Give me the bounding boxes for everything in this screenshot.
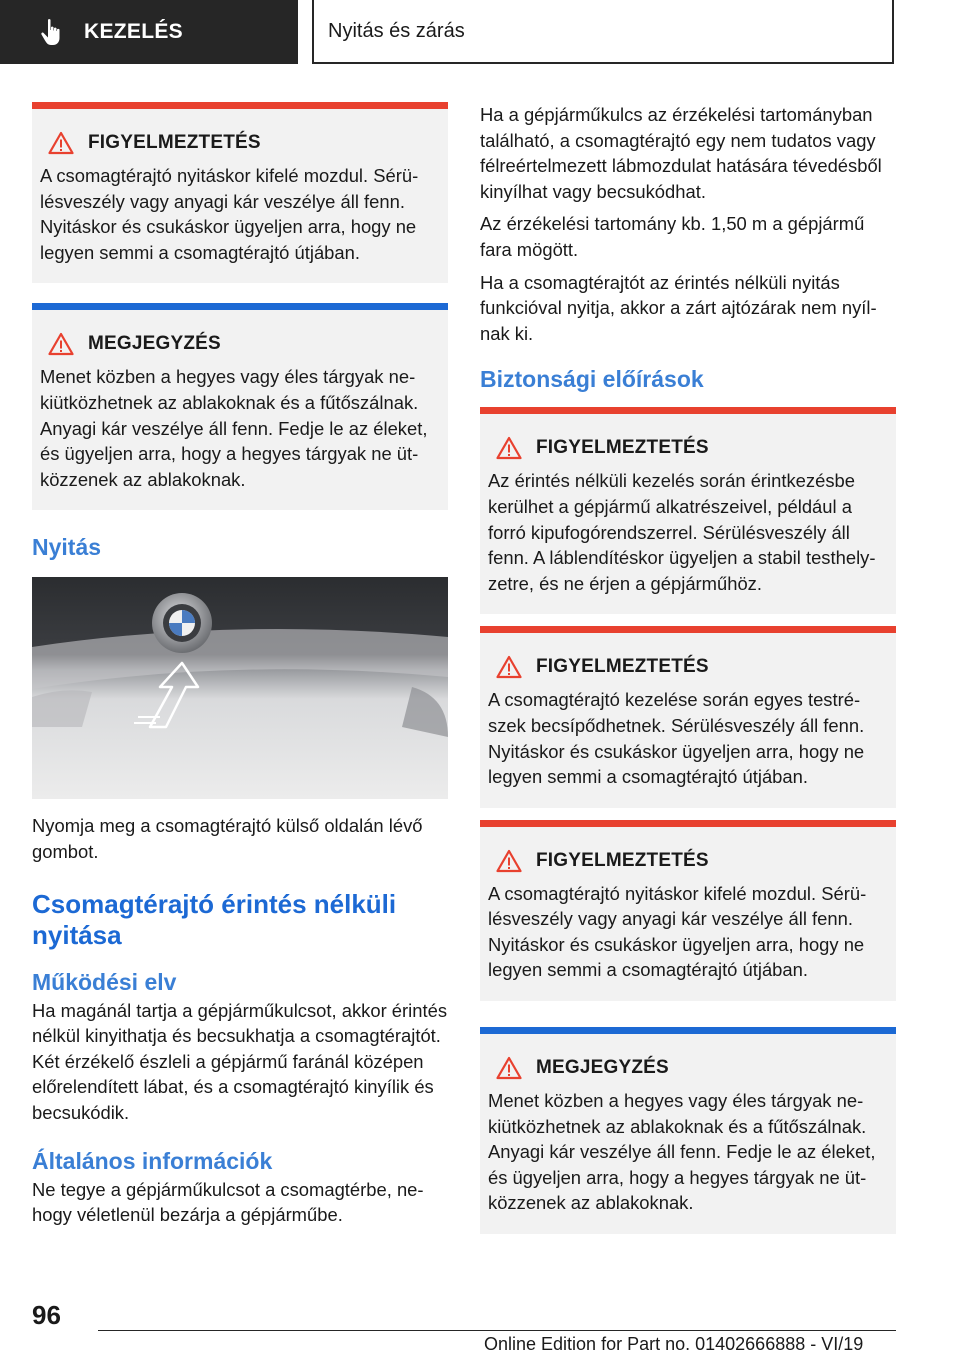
note-text: Menet közben a hegyes vagy éles tárgyak nekiütközhetnek az ablakoknak és a fűtőszálnak. Anyagi kár veszélye áll fenn. Fedje le az éleket, és ügyeljen arra, hogy a hegyes tárgyak ne ütközzenek az ablakoknak. xyxy=(488,1090,876,1214)
paragraph: Az érzékelési tartomány kb. 1,50 m a gépjármű fara mögött. xyxy=(480,213,865,260)
warning-text: Az érintés nélküli kezelés során érintkezésbe kerülhet a gépjármű alkatrészeivel, például a forró kipufogórendszerrel. Sérülésveszély áll fenn. A láblendítéskor ügyeljen a stabil testhelyzetre, és ne érjen a gépjárműhöz. xyxy=(488,470,876,594)
tailgate-button-photo xyxy=(32,577,448,799)
warning-triangle-icon xyxy=(48,131,74,155)
chapter-title-bar xyxy=(312,0,894,64)
warning-text: A csomagtérajtó nyitáskor kifelé mozdul. Sérülésveszély vagy anyagi kár veszélye áll fenn. Nyitáskor és csukáskor ügyeljen arra, hogy ne legyen semmi a csomagtérajtó útjában. xyxy=(40,165,419,263)
paragraph: Ha a gépjárműkulcs az érzékelési tartományban található, a csomagtérajtó egy nem tudatos vagy félreértelmezett lábmozdulat hatására tévedésből kinyílhat vagy becsukódhat. xyxy=(480,104,882,202)
right-column xyxy=(480,102,896,1234)
paragraph: Ha a csomagtérajtót az érintés nélküli nyitás funkcióval nyitja, akkor a zárt ajtózárak nem nyílnak ki. xyxy=(480,271,877,344)
note-title: MEGJEGYZÉS xyxy=(536,1057,669,1079)
principle-heading: Működési elv xyxy=(32,968,177,995)
warning-box xyxy=(480,820,896,1001)
note-text: Menet közben a hegyes vagy éles tárgyak nekiütközhetnek az ablakoknak és a fűtőszálnak. Anyagi kár veszélye áll fenn. Fedje le az éleket, és ügyeljen arra, hogy a hegyes tárgyak ne ütközzenek az ablakoknak. xyxy=(40,366,428,490)
warning-title: FIGYELMEZTETÉS xyxy=(88,132,261,153)
opening-text: Nyomja meg a csomagtérajtó külső oldalán lévő gombot. xyxy=(32,815,423,862)
left-column xyxy=(32,102,448,1228)
page-number: 96 xyxy=(32,1300,61,1330)
warning-triangle-icon xyxy=(48,332,74,356)
warning-box xyxy=(480,407,896,614)
warning-text: A csomagtérajtó nyitáskor kifelé mozdul. Sérülésveszély vagy anyagi kár veszélye áll fenn. Nyitáskor és csukáskor ügyeljen arra, hogy ne legyen semmi a csomagtérajtó útjában. xyxy=(488,882,867,981)
footer-divider xyxy=(98,1330,896,1331)
warning-triangle-icon xyxy=(496,849,522,873)
warning-triangle-icon xyxy=(496,1056,522,1080)
edition-text: Online Edition for Part no. 01402666888 - VI/19 xyxy=(484,1334,864,1354)
touchless-heading: Csomagtérajtó érintés nélküli nyitása xyxy=(32,888,397,950)
warning-title: FIGYELMEZTETÉS xyxy=(536,849,709,871)
warning-title: FIGYELMEZTETÉS xyxy=(536,437,709,459)
section-label: KEZELÉS xyxy=(84,20,183,43)
general-text: Ne tegye a gépjárműkulcsot a csomagtérbe, nehogy véletlenül bezárja a gépjárműbe. xyxy=(32,1178,424,1226)
note-box xyxy=(32,303,448,510)
principle-text: Ha magánál tartja a gépjárműkulcsot, akkor érintés nélkül kinyithatja és becsukhatja a csomagtérajtót. Két érzékelő észleli a gépjármű faránál középen előrelendített lábat, és a csomagtérajtó kinyílik és becsukódik. xyxy=(32,999,448,1123)
hand-pointer-icon xyxy=(40,18,66,46)
note-title: MEGJEGYZÉS xyxy=(88,333,221,355)
warning-text: A csomagtérajtó kezelése során egyes testrészek becsípődhetnek. Sérülésveszély áll fenn. Nyitáskor és csukáskor ügyeljen arra, hogy ne legyen semmi a csomagtérajtó útjában. xyxy=(488,689,865,788)
chapter-title: Nyitás és zárás xyxy=(328,19,465,42)
warning-title: FIGYELMEZTETÉS xyxy=(536,656,709,678)
warning-box xyxy=(480,626,896,807)
warning-box xyxy=(32,102,448,283)
safety-heading: Biztonsági előírások xyxy=(480,366,704,393)
warning-triangle-icon xyxy=(496,436,522,460)
general-heading: Általános információk xyxy=(32,1147,273,1174)
section-tab xyxy=(0,0,298,64)
warning-triangle-icon xyxy=(496,655,522,679)
opening-heading: Nyitás xyxy=(32,534,102,561)
note-box xyxy=(480,1027,896,1234)
